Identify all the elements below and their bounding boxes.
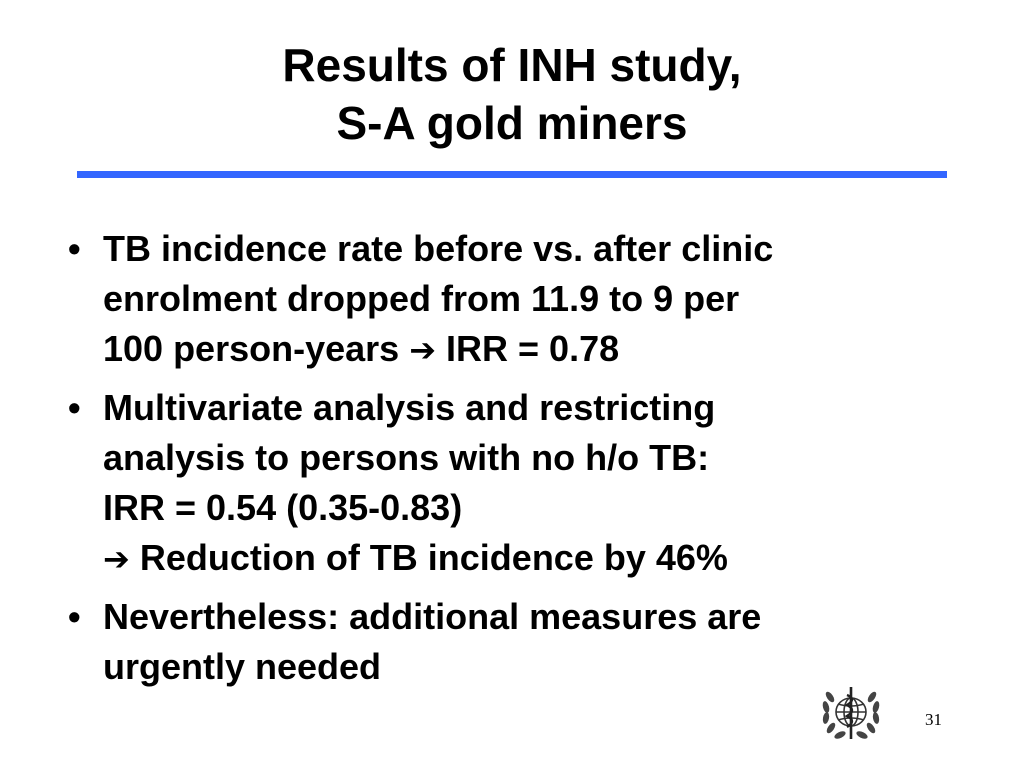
bullet-marker: • (68, 387, 81, 428)
bullet-item-3 (58, 592, 998, 692)
slide-title (0, 36, 1024, 152)
bullet-item-1 (58, 224, 998, 375)
slide-title-line-1: Results of INH study, (282, 39, 742, 91)
bullet-2-line-1: Multivariate analysis and restricting (103, 387, 716, 428)
bullet-3-line-1: Nevertheless: additional measures are (103, 596, 762, 637)
who-emblem-icon (818, 683, 884, 745)
bullet-1-line-3-text: 100 person-years (103, 328, 400, 369)
page-number: 31 (925, 710, 942, 729)
bullet-item-2 (58, 383, 998, 584)
bullet-marker: • (68, 596, 81, 637)
right-arrow-icon: ➔ (409, 331, 437, 369)
bullet-1-line-3 (103, 324, 998, 375)
bullet-marker: • (68, 228, 81, 269)
bullet-2-line-3: IRR = 0.54 (0.35-0.83) (103, 487, 463, 528)
bullet-list (58, 224, 998, 700)
bullet-2-line-2: analysis to persons with no h/o TB: (103, 437, 710, 478)
bullet-1-line-2: enrolment dropped from 11.9 to 9 per (103, 278, 740, 319)
bullet-1-line-1: TB incidence rate before vs. after clinic (103, 228, 774, 269)
bullet-2-conclusion: Reduction of TB incidence by 46% (139, 537, 728, 578)
bullet-1-irr: IRR = 0.78 (446, 328, 620, 369)
bullet-2-line-4 (103, 533, 998, 584)
slide-title-line-2: S-A gold miners (336, 97, 688, 149)
title-underline-rule (77, 171, 947, 178)
bullet-3-line-2: urgently needed (103, 646, 382, 687)
right-arrow-icon: ➔ (103, 540, 130, 578)
